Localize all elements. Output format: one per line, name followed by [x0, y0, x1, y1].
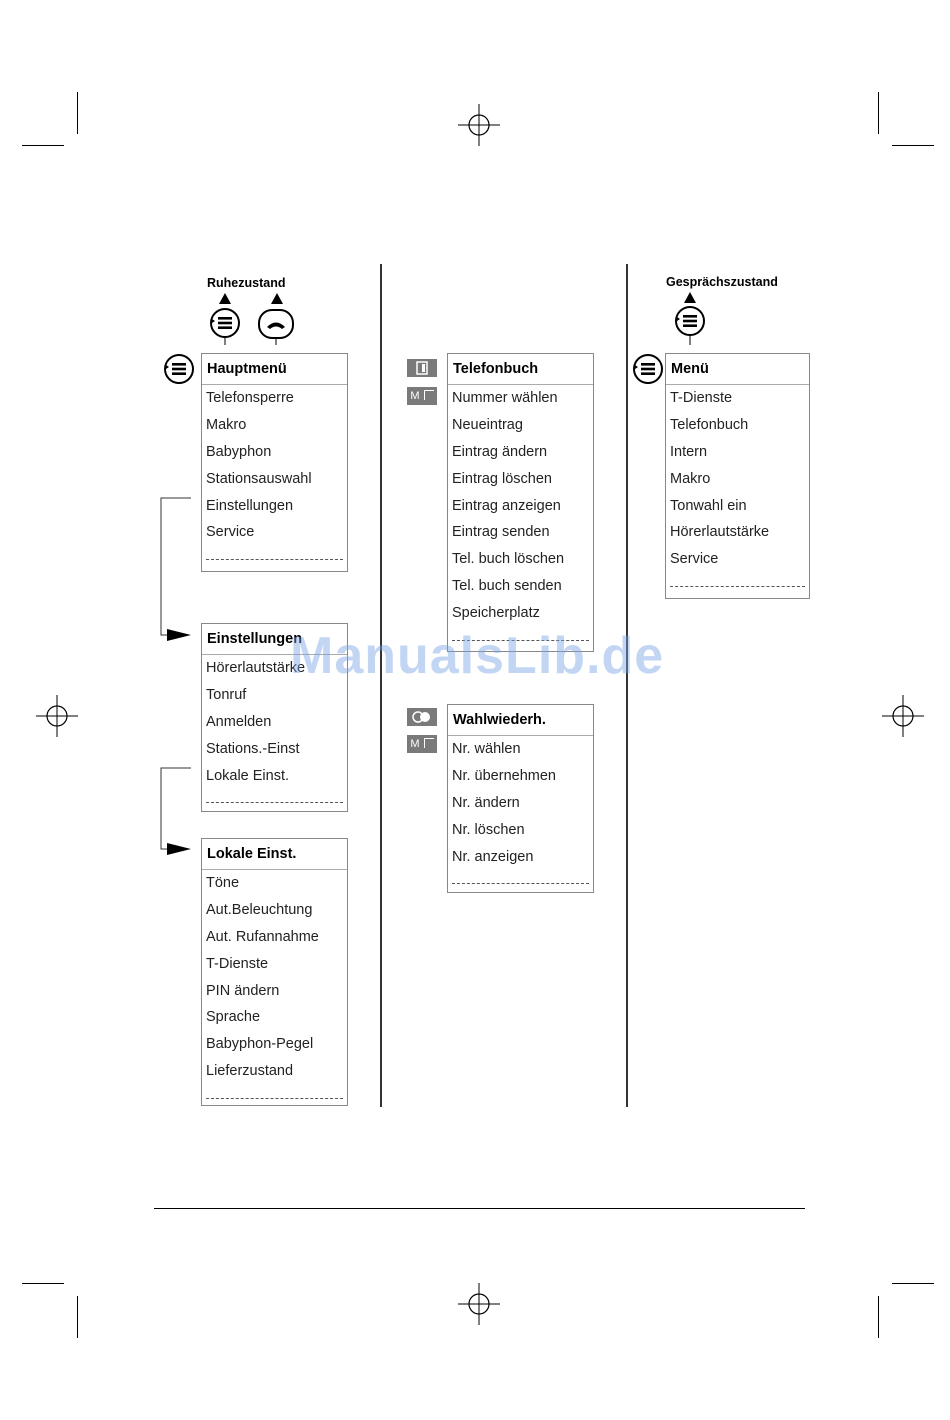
menu-item: Nr. ändern — [452, 794, 520, 811]
menu-item: Makro — [670, 470, 711, 487]
wahlwiederh-menu — [447, 704, 594, 893]
menu-title: Wahlwiederh. — [448, 705, 593, 736]
menu-item: T-Dienste — [670, 390, 733, 406]
menu-item: Telefonsperre — [206, 390, 294, 406]
crop-mark — [878, 92, 879, 134]
menue-menu — [665, 353, 810, 599]
menu-item: Nr. übernehmen — [452, 767, 556, 784]
menu-more-indicator — [202, 546, 347, 572]
menu-item: Stationsauswahl — [206, 470, 312, 487]
menu-items — [202, 870, 347, 1085]
menu-item: Service — [670, 551, 719, 568]
crop-mark — [22, 1283, 64, 1284]
menu-items — [202, 385, 347, 546]
m-key-label: M — [410, 390, 420, 402]
menu-item: Tel. buch senden — [452, 578, 562, 595]
menu-item: Makro — [206, 416, 247, 433]
registration-mark-icon — [458, 104, 500, 146]
crop-mark — [892, 145, 934, 146]
menu-title: Hauptmenü — [202, 354, 347, 385]
menu-item: Babyphon-Pegel — [206, 1036, 314, 1053]
menu-item: Tel. buch löschen — [452, 551, 565, 568]
menu-item: Sprache — [206, 1009, 261, 1026]
menu-item: Aut. Rufannahme — [206, 928, 319, 945]
menu-item: Eintrag anzeigen — [452, 497, 561, 514]
menu-item: Stations.-Einst — [206, 740, 300, 757]
menu-more-indicator — [666, 573, 809, 599]
menu-title: Telefonbuch — [448, 354, 593, 385]
menu-item: Eintrag senden — [452, 524, 550, 541]
menu-item: Hörerlautstärke — [670, 524, 770, 541]
bottom-rule — [154, 1208, 805, 1209]
menu-item: Nummer wählen — [452, 390, 558, 406]
menu-title: Lokale Einst. — [202, 839, 347, 870]
registration-mark-icon — [458, 1283, 500, 1325]
hauptmenue-menu — [201, 353, 348, 572]
menu-item: Lokale Einst. — [206, 767, 290, 784]
menu-key-icon — [209, 307, 241, 345]
registration-mark-icon — [36, 695, 78, 737]
menu-items — [666, 385, 809, 573]
menu-title: Menü — [666, 354, 809, 385]
menu-more-indicator — [202, 1085, 347, 1111]
menu-item: Nr. wählen — [452, 741, 521, 757]
menu-more-indicator — [202, 789, 347, 815]
menu-item: Aut.Beleuchtung — [206, 901, 313, 918]
arrow-up-icon — [683, 292, 697, 304]
menu-item: Telefonbuch — [670, 416, 749, 433]
menu-item: Eintrag löschen — [452, 470, 552, 487]
crop-mark — [77, 92, 78, 134]
registration-mark-icon — [882, 695, 924, 737]
crop-mark — [892, 1283, 934, 1284]
connector-einstellungen — [155, 495, 205, 645]
crop-mark — [77, 1296, 78, 1338]
menu-item: Intern — [670, 443, 708, 460]
menu-items — [448, 736, 593, 870]
menu-item: Eintrag ändern — [452, 443, 548, 460]
menu-item: PIN ändern — [206, 982, 280, 999]
m-key-label: M — [410, 738, 420, 750]
arrow-up-icon — [218, 293, 232, 305]
menu-more-indicator — [448, 870, 593, 896]
menu-item: Tonwahl ein — [670, 497, 747, 514]
menu-items — [448, 385, 593, 627]
m-key-icon — [407, 735, 437, 753]
menu-item: Neueintrag — [452, 416, 523, 433]
arrow-up-icon — [270, 293, 284, 305]
menu-item: Lieferzustand — [206, 1063, 294, 1080]
menu-title: Einstellungen — [202, 624, 347, 655]
crop-mark — [878, 1296, 879, 1338]
menu-key-icon — [632, 353, 664, 385]
menu-item: Anmelden — [206, 713, 272, 730]
phonebook-key-icon — [407, 359, 437, 377]
menu-key-icon — [163, 353, 195, 385]
menu-item: Einstellungen — [206, 497, 294, 514]
telefonbuch-menu — [447, 353, 594, 652]
menu-item: Hörerlautstärke — [206, 660, 306, 676]
ruhezustand-label: Ruhezustand — [207, 276, 286, 290]
menu-item: Speicherplatz — [452, 605, 540, 622]
m-key-icon — [407, 387, 437, 405]
menu-item: Nr. anzeigen — [452, 848, 534, 865]
menu-key-icon — [674, 305, 706, 345]
crop-mark — [22, 145, 64, 146]
menu-item: Service — [206, 524, 255, 541]
menu-item: Nr. löschen — [452, 821, 525, 838]
lokale-einst-menu — [201, 838, 348, 1106]
hang-up-key-icon — [257, 307, 295, 345]
connector-lokale-einst — [155, 765, 205, 860]
menu-item: T-Dienste — [206, 955, 269, 972]
menu-item: Babyphon — [206, 443, 272, 460]
redial-key-icon — [407, 708, 437, 726]
watermark: ManualsLib.de — [290, 627, 665, 685]
gespraechszustand-label: Gesprächszustand — [666, 275, 778, 289]
menu-item: Töne — [206, 875, 240, 891]
menu-item: Tonruf — [206, 686, 247, 703]
